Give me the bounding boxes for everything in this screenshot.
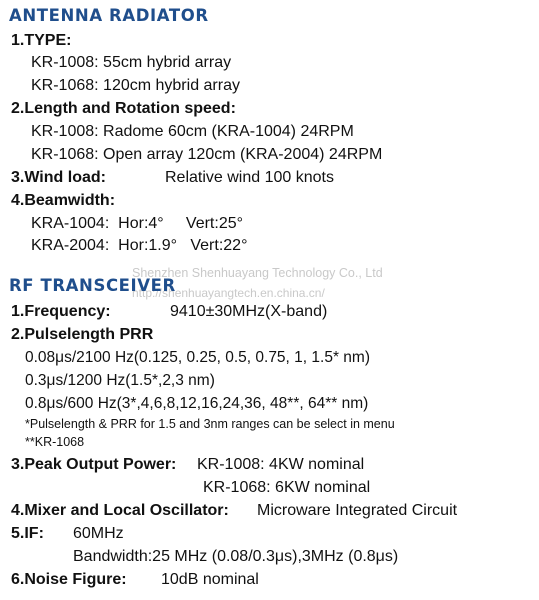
antenna-wind-heading: 3.Wind load: bbox=[11, 169, 106, 186]
rf-power-kr1008: KR-1008: 4KW nominal bbox=[197, 456, 365, 473]
rf-if-value: 60MHz bbox=[73, 525, 124, 542]
rf-pulselength-008: 0.08μs/2100 Hz(0.125, 0.25, 0.5, 0.75, 1, 1.5* nm) bbox=[25, 349, 370, 366]
rf-noise-heading: 6.Noise Figure: bbox=[11, 571, 127, 588]
rf-frequency-heading: 1.Frequency: bbox=[11, 303, 111, 320]
rf-frequency-value: 9410±30MHz(X-band) bbox=[170, 303, 328, 320]
antenna-type-kr1068: KR-1068: 120cm hybrid array bbox=[31, 77, 240, 94]
section-title-antenna: ANTENNA RADIATOR bbox=[9, 6, 209, 25]
rf-pulselength-heading: 2.Pulselength PRR bbox=[11, 326, 154, 343]
antenna-beamwidth-kra2004: KRA-2004: Hor:1.9° Vert:22° bbox=[31, 237, 248, 254]
rf-power-kr1068: KR-1068: 6KW nominal bbox=[203, 479, 371, 496]
antenna-length-heading: 2.Length and Rotation speed: bbox=[11, 100, 236, 117]
antenna-length-kr1068: KR-1068: Open array 120cm (KRA-2004) 24RPM bbox=[31, 146, 383, 163]
antenna-type-heading: 1.TYPE: bbox=[11, 32, 72, 49]
antenna-length-kr1008: KR-1008: Radome 60cm (KRA-1004) 24RPM bbox=[31, 123, 354, 140]
antenna-type-kr1008: KR-1008: 55cm hybrid array bbox=[31, 54, 232, 71]
antenna-beamwidth-heading: 4.Beamwidth: bbox=[11, 192, 116, 209]
rf-mixer-heading: 4.Mixer and Local Oscillator: bbox=[11, 502, 229, 519]
section-title-rf: RF TRANSCEIVER bbox=[9, 276, 176, 295]
rf-pulselength-03: 0.3μs/1200 Hz(1.5*,2,3 nm) bbox=[25, 372, 215, 389]
rf-if-bandwidth: Bandwidth:25 MHz (0.08/0.3μs),3MHz (0.8μs) bbox=[73, 548, 399, 565]
watermark-url: http://shenhuayangtech.en.china.cn/ bbox=[132, 286, 325, 300]
rf-pulselength-08: 0.8μs/600 Hz(3*,4,6,8,12,16,24,36, 48**, 64** nm) bbox=[25, 395, 369, 412]
rf-if-heading: 5.IF: bbox=[11, 525, 44, 542]
rf-pulselength-note: *Pulselength & PRR for 1.5 and 3nm ranges can be select in menu bbox=[25, 417, 395, 431]
rf-kr1068-note: **KR-1068 bbox=[25, 435, 85, 449]
rf-mixer-value: Microware Integrated Circuit bbox=[257, 502, 458, 519]
rf-noise-value: 10dB nominal bbox=[161, 571, 259, 588]
watermark-company: Shenzhen Shenhuayang Technology Co., Ltd bbox=[132, 266, 383, 280]
rf-power-heading: 3.Peak Output Power: bbox=[11, 456, 177, 473]
antenna-beamwidth-kra1004: KRA-1004: Hor:4° Vert:25° bbox=[31, 215, 244, 232]
antenna-wind-value: Relative wind 100 knots bbox=[165, 169, 334, 186]
